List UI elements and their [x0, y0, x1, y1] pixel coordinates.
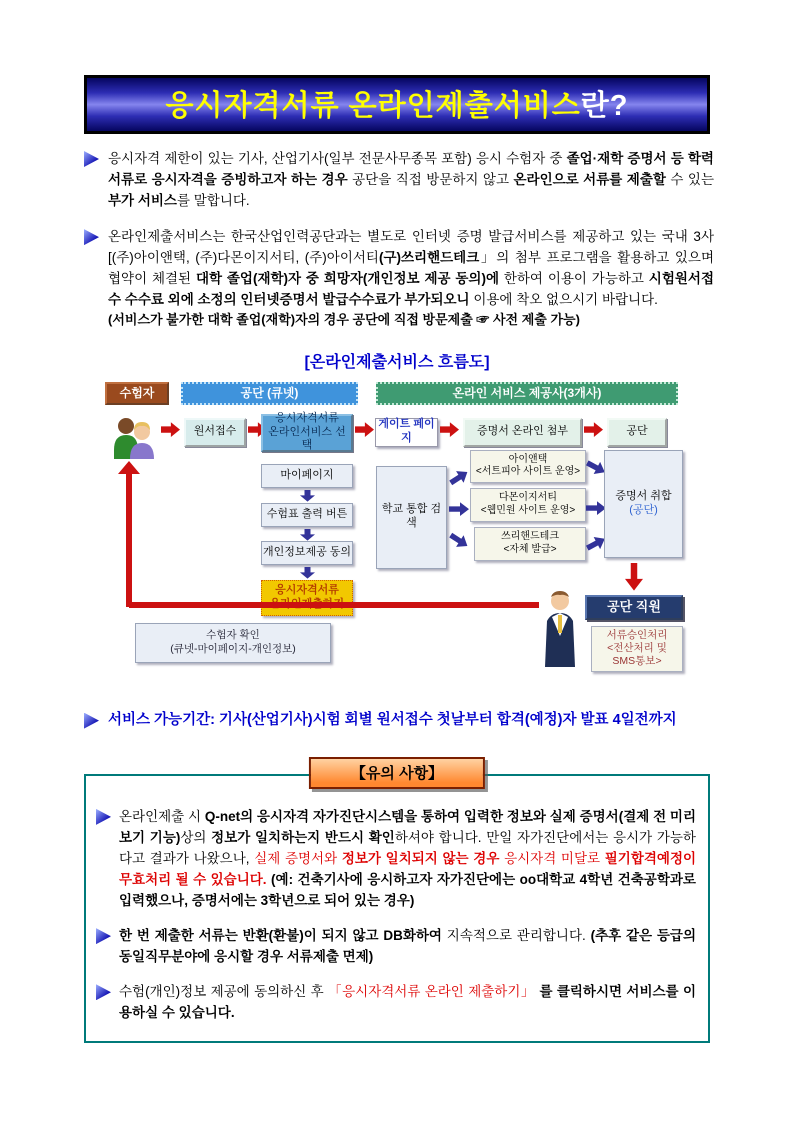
flow-arrow-down-icon [300, 529, 315, 541]
notice-item-1-text: 온라인제출 시 Q-net의 응시자격 자가진단시스템을 통하여 입력한 정보와 실제 증명서(결제 전 미리보기 기능)상의 정보가 일치하는지 반드시 확인하셔야 합니다. 만일 자가진단에서는 응시가 가능하다고 결과가 나왔으나, 실제 증명서와 정보가 일치되지 않는 경우 응시자격 미달로 필기합격예정이 무효처리 될 수 있습니다. (예: 건축기사에 응시하고자 자가진단에는 oo대학교 4학년 건축공학과로 입력했으나, 증명서에는 3학년으로 되어 있는 경우) [119, 808, 697, 909]
page-title-suffix: 란? [580, 90, 629, 122]
examinees-icon [111, 414, 157, 460]
notice-item-2 [96, 925, 696, 967]
node-provider-damon: 다몬이지서티 <웹민원 사이트 운영> [470, 488, 586, 522]
lane-header-examinee: 수험자 [105, 382, 169, 405]
flow-arrow-down-icon [300, 567, 315, 579]
lane-header-qnet: 공단 (큐넷) [181, 382, 358, 405]
notice-item-2-text: 한 번 제출한 서류는 반환(환불)이 되지 않고 DB화하여 지속적으로 관리합니다. (추후 같은 등급의 동일직무분야에 응시할 경우 서류제출 면제) [119, 928, 696, 965]
bullet-triangle-icon [96, 984, 111, 1000]
bullet-triangle-icon [84, 713, 99, 729]
return-line-vertical [126, 473, 132, 607]
service-period-line [84, 710, 718, 730]
notice-item-1 [96, 806, 696, 911]
bullet-triangle-icon [96, 809, 111, 825]
return-line-horizontal [129, 602, 539, 608]
node-apply: 원서접수 [184, 418, 246, 447]
bullet-triangle-icon [84, 229, 99, 245]
node-provider-threehand: 쓰리핸드테크 <자체 발급> [474, 527, 586, 561]
flow-arrow-right-icon [449, 502, 469, 517]
service-period-text: 서비스 가능기간: 기사(산업기사)시험 회별 원서접수 첫날부터 합격(예정)자 발표 4일전까지 [108, 711, 677, 728]
page-title-banner [84, 75, 710, 134]
flow-arrow-diagonal-icon [447, 465, 472, 488]
node-gate-page: 게이트 페이지 [375, 418, 438, 447]
node-print-ticket-button: 수험표 출력 버튼 [261, 503, 353, 527]
page-title: 응시자격서류 온라인제출서비스 [165, 90, 581, 122]
flow-arrow-right-icon [161, 422, 180, 438]
node-certificate-attach: 증명서 온라인 첨부 [463, 418, 582, 447]
node-privacy-consent: 개인정보제공 동의 [261, 541, 353, 565]
lane-header-providers: 온라인 서비스 제공사(3개사) [376, 382, 678, 405]
notice-section [84, 764, 710, 1043]
bullet-triangle-icon [84, 151, 99, 167]
bullet-triangle-icon [96, 928, 111, 944]
node-certificate-collect [604, 450, 683, 558]
flowchart [97, 378, 697, 678]
flow-arrow-down-icon [300, 490, 315, 502]
flowchart-title: [온라인제출서비스 흐름도] [304, 353, 490, 371]
node-kosa: 공단 [607, 418, 667, 447]
staff-person-icon [537, 588, 584, 668]
flow-arrow-right-icon [440, 422, 459, 438]
intro-paragraph-2 [84, 226, 714, 330]
notice-box [84, 774, 710, 1043]
certificate-collect-label: 증명서 취합 [615, 489, 672, 502]
notice-item-3 [96, 981, 696, 1023]
node-online-submit-button: 응시자격서류 [261, 580, 353, 616]
node-school-search: 학교 통합 검색 [376, 466, 447, 569]
node-provider-ientec: 아이앤택 <서트피아 사이트 운영> [470, 450, 586, 483]
intro-paragraph-2-text [108, 226, 714, 330]
intro-paragraph-1 [84, 148, 714, 211]
return-arrow-up-icon [118, 461, 140, 474]
node-online-service-select: 응시자격서류 온라인서비스 선택 [261, 414, 353, 452]
notice-item-3-text: 수험(개인)정보 제공에 동의하신 후 「응시자격서류 온라인 제출하기」 를 클릭하시면 서비스를 이용하실 수 있습니다. [119, 984, 696, 1021]
flow-arrow-diagonal-icon [447, 528, 472, 551]
intro-paragraph-2-note: (서비스가 불가한 대학 졸업(재학)자의 경우 공단에 직접 방문제출 ☞ 사전 제출 가능) [108, 312, 580, 328]
flow-arrow-right-icon [584, 422, 603, 438]
intro-paragraph-2-body: 온라인제출서비스는 한국산업인력공단과는 별도로 인터넷 증명 발급서비스를 제공하고 있는 국내 3사[(주)아이앤택, (주)다몬이지서티, (주)아이서티(구)쓰리핸드테크」의 첨부 프로그램을 활용하고 있으며 협약이 체결된 대학 졸업(재학)자 중 희망자(개인정보 제공 동의)에 한하여 이용이 가능하고 시험원서접수 수수료 외에 소정의 인터넷증명서 발급수수료가 부가되오니 이용에 착오 없으시기 바랍니다. [108, 229, 715, 308]
flow-arrow-right-icon [586, 501, 606, 516]
certificate-collect-sublabel: (공단) [629, 503, 658, 516]
node-mypage: 마이페이지 [261, 464, 353, 488]
flow-arrow-right-icon [355, 422, 374, 438]
flow-arrow-down-red-icon [625, 563, 643, 591]
node-examinee-verify: 수험자 확인 (큐넷-마이페이지-개인정보) [135, 623, 331, 663]
node-approval-process: 서류승인처리 <전산처리 및 SMS통보> [591, 626, 683, 672]
intro-paragraph-1-text: 응시자격 제한이 있는 기사, 산업기사(일부 전문사무종목 포함) 응시 수험자 중 졸업·재학 증명서 등 학력서류로 응시자격을 증빙하고자 하는 경우 공단을 직접 방문하지 않고 온라인으로 서류를 제출할 수 있는 부가 서비스를 말합니다. [108, 151, 714, 209]
node-kosa-staff: 공단 직원 [585, 595, 683, 620]
notice-header: 【유의 사항】 [309, 757, 485, 789]
